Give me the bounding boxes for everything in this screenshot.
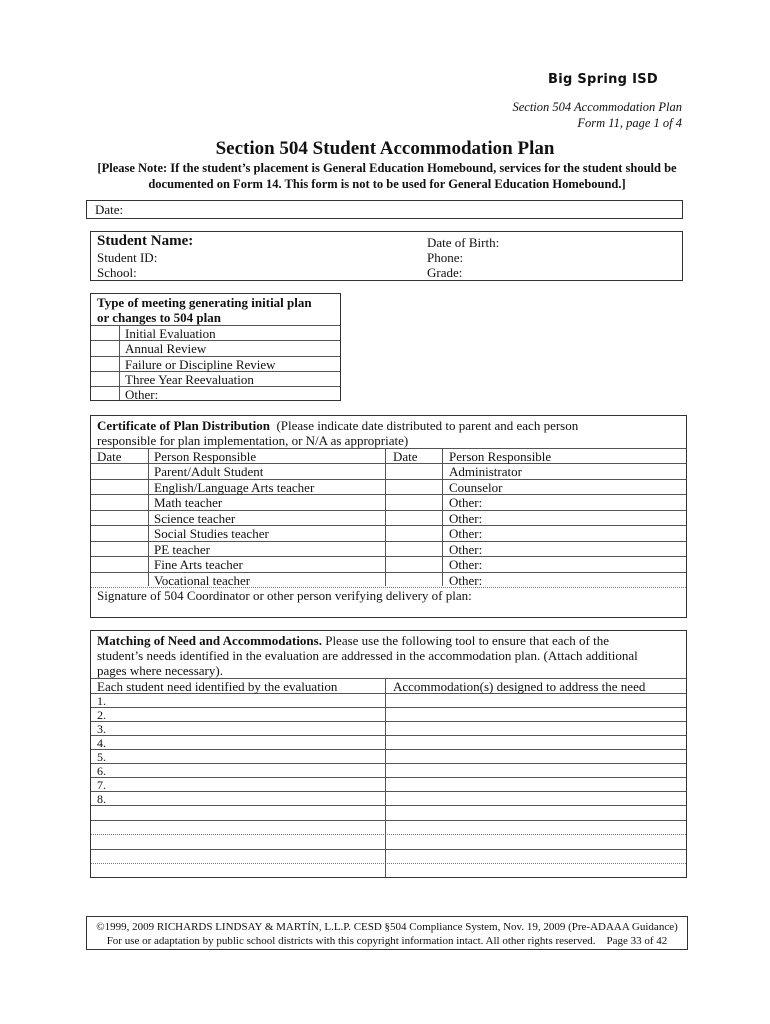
date-label: Date: xyxy=(95,202,124,217)
distribution-heading xyxy=(97,418,578,434)
person-right: Other: xyxy=(449,542,483,557)
person-left: Fine Arts teacher xyxy=(154,557,243,572)
need-number: 1. xyxy=(97,694,106,708)
need-number: 6. xyxy=(97,764,106,778)
page-title: Section 504 Student Accommodation Plan xyxy=(215,138,555,159)
meeting-option[interactable]: Initial Evaluation xyxy=(125,326,216,341)
school-label[interactable]: School: xyxy=(97,265,137,280)
person-right: Other: xyxy=(449,495,483,510)
matching-heading-text: Please use the following tool to ensure that each of the xyxy=(325,633,609,648)
copyright-line2: For use or adaptation by public school districts with this copyright information intact. All other rights reserved. xyxy=(106,935,596,947)
meeting-option[interactable]: Other: xyxy=(125,387,159,402)
person-right: Other: xyxy=(449,573,483,588)
meeting-type-heading-line2: or changes to 504 plan xyxy=(97,310,221,325)
date-of-birth-label[interactable]: Date of Birth: xyxy=(427,235,500,250)
matching-heading xyxy=(97,633,609,649)
date-field[interactable] xyxy=(86,200,683,219)
need-number: 2. xyxy=(97,708,106,722)
homebound-note: [Please Note: If the student’s placement is General Education Homebound, services for the student should be documented on Form 14. This form is not to be used for General Education Homebound.] xyxy=(97,161,677,191)
person-left: English/Language Arts teacher xyxy=(154,480,315,495)
col-date-left: Date xyxy=(97,449,122,464)
person-left: Vocational teacher xyxy=(154,573,251,588)
person-left: PE teacher xyxy=(154,542,210,557)
col-date-right: Date xyxy=(393,449,418,464)
distribution-box xyxy=(90,415,687,618)
need-number: 4. xyxy=(97,736,106,750)
form-subtitle: Section 504 Accommodation Plan xyxy=(512,100,682,114)
page-number: Page 33 of 42 xyxy=(606,935,668,947)
col-student-need: Each student need identified by the evaluation xyxy=(97,679,338,694)
copyright-line1: ©1999, 2009 RICHARDS LINDSAY & MARTÍN, L.L.P. CESD §504 Compliance System, Nov. 19, 2009 (Pre-ADAAA Guidance) xyxy=(96,921,678,933)
person-left: Parent/Adult Student xyxy=(154,464,264,479)
meeting-option[interactable]: Failure or Discipline Review xyxy=(125,357,276,372)
need-number: 5. xyxy=(97,750,106,764)
grade-label[interactable]: Grade: xyxy=(427,265,463,280)
need-number: 3. xyxy=(97,722,106,736)
distribution-heading-line2: responsible for plan implementation, or N/A as appropriate) xyxy=(97,433,409,448)
distribution-heading-bold: Certificate of Plan Distribution xyxy=(97,418,270,433)
form-page-indicator: Form 11, page 1 of 4 xyxy=(577,116,682,130)
copyright-footer xyxy=(86,916,688,950)
need-number: 7. xyxy=(97,778,106,792)
matching-heading-line3: pages where necessary). xyxy=(97,663,223,678)
col-accommodation: Accommodation(s) designed to address the need xyxy=(393,679,646,694)
col-person-left: Person Responsible xyxy=(154,449,257,464)
matching-heading-bold: Matching of Need and Accommodations. xyxy=(97,633,322,648)
col-person-right: Person Responsible xyxy=(449,449,552,464)
meeting-type-box xyxy=(90,293,341,401)
meeting-type-heading-line1: Type of meeting generating initial plan xyxy=(97,295,312,310)
district-name: Big Spring ISD xyxy=(547,72,658,87)
person-left: Social Studies teacher xyxy=(154,526,269,541)
student-info-box xyxy=(90,231,683,281)
student-name-label[interactable]: Student Name: xyxy=(97,233,194,249)
person-right: Counselor xyxy=(449,480,503,495)
distribution-heading-text: (Please indicate date distributed to parent and each person xyxy=(276,418,579,433)
person-right: Administrator xyxy=(449,464,522,479)
meeting-option[interactable]: Annual Review xyxy=(125,341,207,356)
meeting-option[interactable]: Three Year Reevaluation xyxy=(125,372,254,387)
person-right: Other: xyxy=(449,526,483,541)
matching-box xyxy=(90,630,687,878)
person-left: Science teacher xyxy=(154,511,236,526)
copyright-line2-wrap xyxy=(87,934,687,948)
matching-heading-line2: student’s needs identified in the evaluation are addressed in the accommodation plan. (Attach additional xyxy=(97,648,638,663)
person-left: Math teacher xyxy=(154,495,223,510)
signature-label[interactable]: Signature of 504 Coordinator or other person verifying delivery of plan: xyxy=(97,588,472,603)
student-id-label[interactable]: Student ID: xyxy=(97,250,158,265)
phone-label[interactable]: Phone: xyxy=(427,250,464,265)
person-right: Other: xyxy=(449,557,483,572)
person-right: Other: xyxy=(449,511,483,526)
need-number: 8. xyxy=(97,792,106,806)
